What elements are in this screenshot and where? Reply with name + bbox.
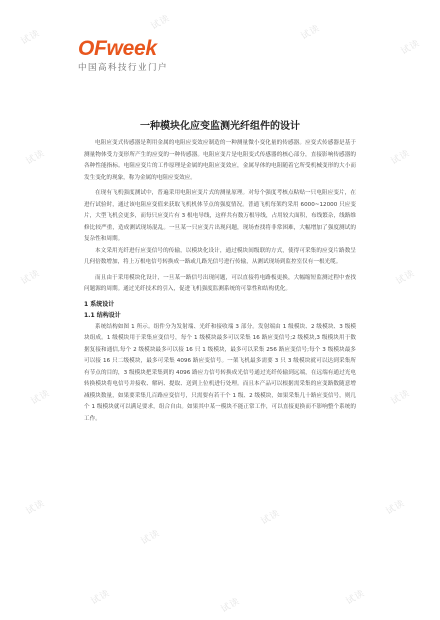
watermark: 试读	[219, 596, 242, 616]
watermark: 试读	[149, 13, 172, 33]
watermark: 试读	[399, 38, 422, 58]
watermark: 试读	[299, 23, 322, 43]
paragraph: 电阻应变式传感器是利用金属的电阻应变效应制造的一种测量微小变化量的传感器。应变式传感器是基于测量物体受力变形所产生的应变的一种传感器。电阻应变片是电阻变式传感器的核心部分，直接影响传感器的各种性能指标。电阻应变片的工作原理是金属的电阻应变效应，金属导体的电阻随着它所受机械变形的大小而发生变化的现象，称为金属的电阻应变效应。	[84, 140, 356, 181]
watermark: 试读	[89, 588, 112, 608]
watermark: 试读	[139, 528, 162, 548]
watermark: 试读	[394, 268, 417, 288]
watermark: 试读	[389, 148, 412, 168]
section-heading: 1 系统设计	[84, 300, 115, 308]
watermark: 试读	[24, 148, 47, 168]
watermark: 试读	[19, 28, 42, 48]
watermark: 试读	[389, 388, 412, 408]
paragraph: 本文采用光纤进行应变信号的传输，以模块化设计，通过模块间级联的方式，使得可采集的应变片路数呈几何倍数增加，将上万根电信号转换成一路或几路光信号进行传输，从测试现场到监控室仅有一根光缆。	[84, 247, 356, 265]
subsection-heading: 1.1 结构设计	[84, 312, 121, 319]
watermark: 试读	[384, 498, 407, 518]
paragraph: 在现有飞机强度测试中，普遍采用电阻应变片式的测量原理。对每个强度考核点粘贴一只电阻应变片，在进行试验时，通过该电阻应变值来获取飞机机体节点的强度情况。普通飞机每架约采用 6000~12000 只应变片，大型飞机会更多，而每只应变片有 3 根电导线，这样共有数万根导线，占用较大面积，布线繁杂，线路维修比较严重，造成测试现场混乱。一旦某一只应变片出现问题，现场查找将非常困难，大幅增加了强度测试的复杂性和周期。	[84, 190, 356, 242]
watermark: 试读	[29, 388, 52, 408]
document-title: 一种模块化应变监测光纤组件的设计	[140, 121, 300, 132]
watermark: 试读	[259, 508, 282, 528]
logo-text: OFweek	[78, 37, 157, 60]
watermark: 试读	[344, 588, 367, 608]
logo-subtitle: 中国高科技行业门户	[78, 63, 169, 73]
paragraph: 而且由于采用模块化设计，一旦某一路信号出现问题，可以直接将电路板更换，大幅缩短监测过程中查找问题源的周期。通过光纤技术的引入，促进飞机强度监测系统的可靠性和结构优化。	[84, 274, 356, 292]
document-body	[84, 138, 356, 425]
paragraph: 系统结构如图 1 所示。组件分为发射端、光纤和接收端 3 部分。发射端由 1 级模块、2 级模块、3 级模块组成。1 级模块用于采集应变信号，每个 1 级模块最多可以采集 16 路应变信号;2 级模块,3 级模块用于数据复接和通信,每个 2 级模块最多可以接 16 只 1 级模块，最多可以采集 256 路应变信号;每个 3 级模块最多可以接 16 只二级模块，最多可采集 4096 路应变信号。一架飞机最多需要 3 只 3 级模块就可以达到采集所有节点的目的，3 级模块把采集到的 4096 路应力信号转换成光信号通过光纤传输到远端，在远端有通过光电转换模块将电信号并接收、解码、提取、送到上位机进行处理。而且本产品可以根据需采集的应变路数随意增减模块数量，如果要采集几百路应变信号，只需要有若干个 1 级、2 级模块，如果采集几十路应变信号，则几个 1 级模块就可以满足要求，组合自由。如果其中某一模块不能正常工作，可以直接更换而不影响整个系统的工作。	[84, 323, 356, 422]
site-logo	[78, 38, 168, 73]
watermark: 试读	[19, 268, 42, 288]
watermark: 试读	[24, 498, 47, 518]
